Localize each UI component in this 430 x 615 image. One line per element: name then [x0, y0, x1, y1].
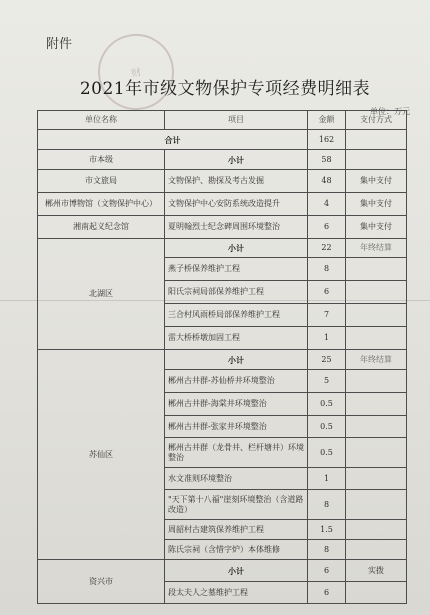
funding-table [37, 110, 407, 604]
row-project: 燕子桥保养维护工程 [165, 258, 308, 281]
total-amount: 162 [308, 130, 346, 150]
annex-label: 附件 [46, 37, 73, 52]
row-amount: 8 [308, 258, 346, 281]
row-amount: 1 [308, 327, 346, 350]
row-unit: 市文旅局 [38, 170, 165, 193]
row-unit: 郴州市博物馆（文物保护中心） [38, 193, 165, 216]
row-payment [346, 582, 407, 604]
table-row [38, 216, 407, 239]
row-payment [346, 540, 407, 560]
row-payment: 集中支付 [346, 216, 407, 239]
row-project: 郴州古井群-张家井环境整治 [165, 416, 308, 438]
zixing-subtotal-amount: 6 [308, 560, 346, 582]
row-project: 文物保护中心安防系统改造提升 [165, 193, 308, 216]
row-project: 三合村风雨桥局部保养维护工程 [165, 304, 308, 327]
row-payment [346, 438, 407, 468]
row-payment [346, 370, 407, 393]
row-amount: 0.5 [308, 393, 346, 416]
header-project: 项目 [165, 111, 308, 130]
row-amount: 1 [308, 468, 346, 490]
row-amount: 1.5 [308, 520, 346, 540]
row-payment [346, 520, 407, 540]
row-project: 郴州古井群-苏仙桥井环境整治 [165, 370, 308, 393]
unit-label: 单位：万元 [370, 107, 410, 116]
row-payment [346, 490, 407, 520]
row-payment [346, 258, 407, 281]
row-project: 文物保护、勘探及考古发掘 [165, 170, 308, 193]
total-label: 合计 [38, 130, 308, 150]
suxian-subtotal-label: 小计 [165, 350, 308, 370]
beihu-subtotal-payment: 年终结算 [346, 239, 407, 258]
row-amount: 48 [308, 170, 346, 193]
total-payment [346, 130, 407, 150]
beihu-subtotal-row [38, 239, 407, 258]
zixing-subtotal-row [38, 560, 407, 582]
row-project: 周韶村古建筑保养维护工程 [165, 520, 308, 540]
row-payment: 集中支付 [346, 170, 407, 193]
official-stamp [91, 27, 181, 117]
row-payment [346, 327, 407, 350]
row-amount: 7 [308, 304, 346, 327]
row-project: 雷大桥桥墩加固工程 [165, 327, 308, 350]
table-header-row [38, 111, 407, 130]
beihu-unit-name: 北湖区 [38, 239, 165, 350]
header-unit: 单位名称 [38, 111, 165, 130]
row-payment [346, 416, 407, 438]
row-amount: 0.5 [308, 416, 346, 438]
header-payment: 支付方式 [346, 111, 407, 130]
stamp-text: 财 [130, 67, 143, 80]
table-row [38, 170, 407, 193]
row-payment [346, 468, 407, 490]
row-project: 夏明翰烈士纪念碑周围环境整治 [165, 216, 308, 239]
row-payment [346, 393, 407, 416]
total-row [38, 130, 407, 150]
table-row [38, 193, 407, 216]
row-unit: 湘南起义纪念馆 [38, 216, 165, 239]
row-amount: 6 [308, 281, 346, 304]
row-project: 水文准则环境整治 [165, 468, 308, 490]
row-project: 郴州古井群（龙骨井、栏杆塘井）环境整治 [165, 438, 308, 468]
row-payment: 集中支付 [346, 193, 407, 216]
row-amount: 6 [308, 582, 346, 604]
city-subtotal-label: 小计 [165, 150, 308, 170]
row-payment [346, 304, 407, 327]
row-amount: 8 [308, 490, 346, 520]
row-project: 段太夫人之墓维护工程 [165, 582, 308, 604]
beihu-subtotal-label: 小计 [165, 239, 308, 258]
zixing-subtotal-label: 小计 [165, 560, 308, 582]
city-unit-name: 市本级 [38, 150, 165, 170]
row-payment [346, 281, 407, 304]
row-amount: 8 [308, 540, 346, 560]
header-amount: 金额 [308, 111, 346, 130]
suxian-subtotal-row [38, 350, 407, 370]
suxian-unit-name: 苏仙区 [38, 350, 165, 560]
city-subtotal-row [38, 150, 407, 170]
beihu-subtotal-amount: 22 [308, 239, 346, 258]
zixing-unit-name: 资兴市 [38, 560, 165, 604]
row-amount: 6 [308, 216, 346, 239]
suxian-subtotal-payment: 年终结算 [346, 350, 407, 370]
row-amount: 5 [308, 370, 346, 393]
zixing-subtotal-payment: 实拨 [346, 560, 407, 582]
document-title: 2021年市级文物保护专项经费明细表 [79, 79, 371, 99]
suxian-subtotal-amount: 25 [308, 350, 346, 370]
row-project: 郴州古井群-海棠井环境整治 [165, 393, 308, 416]
row-project: 陈氏宗祠（含惜字炉）本体维修 [165, 540, 308, 560]
row-amount: 4 [308, 193, 346, 216]
row-project: "天下第十八福"崖刻环境整治（含道路改造） [165, 490, 308, 520]
city-subtotal-payment [346, 150, 407, 170]
row-project: 阳氏宗祠局部保养维护工程 [165, 281, 308, 304]
city-subtotal-amount: 58 [308, 150, 346, 170]
row-amount: 0.5 [308, 438, 346, 468]
